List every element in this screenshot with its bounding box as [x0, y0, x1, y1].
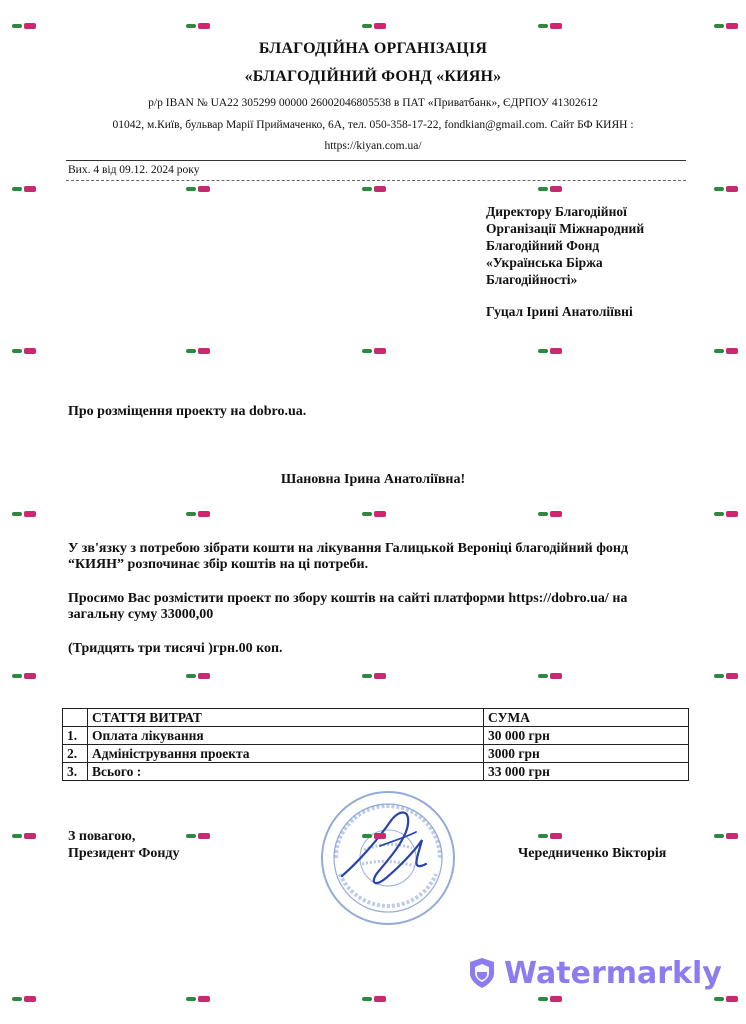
watermark-mark [12, 672, 38, 680]
watermark-brand [468, 952, 722, 994]
body-paragraph1-line1: У зв'язку з потребою зібрати кошти на лікування Галицькой Вероніці благодійний фонд [68, 541, 629, 556]
table-row [63, 763, 689, 781]
watermark-mark [714, 995, 740, 1003]
row-item: Адміністрування проекта [88, 745, 484, 763]
watermark-mark [186, 185, 212, 193]
org-name-line2: «БЛАГОДІЙНИЙ ФОНД «КИЯН» [244, 68, 502, 85]
letter-salutation: Шановна Ірина Анатоліївна! [280, 472, 466, 487]
row-item: Оплата лікування [88, 727, 484, 745]
closing-regards: З повагою, [68, 829, 136, 844]
table-row [63, 745, 689, 763]
table-header-cell: СУМА [484, 709, 689, 727]
org-address: 01042, м.Київ, бульвар Марії Приймаченко, 6А, тел. 050-358-17-22, fondkian@gmail.com. Сайт БФ КИЯН : [112, 119, 634, 131]
watermark-mark [538, 347, 564, 355]
row-item: Всього : [88, 763, 484, 781]
amount-in-words: (Тридцять три тисячі )грн.00 коп. [68, 641, 283, 656]
table-header-cell [63, 709, 88, 727]
watermark-mark [538, 22, 564, 30]
table-header-cell: СТАТТЯ ВИТРАТ [88, 709, 484, 727]
row-sum: 30 000 грн [484, 727, 689, 745]
watermark-mark [714, 832, 740, 840]
org-website: https://kiyan.com.ua/ [324, 140, 422, 152]
watermark-mark [362, 22, 388, 30]
watermark-mark [186, 995, 212, 1003]
letter-subject: Про розміщення проекту на dobro.ua. [68, 404, 307, 419]
watermark-mark [186, 510, 212, 518]
watermark-mark [714, 672, 740, 680]
body-paragraph2-line1: Просимо Вас розмістити проект по збору коштів на сайті платформи https://dobro.ua/ на [68, 591, 628, 606]
watermark-mark [538, 510, 564, 518]
watermark-mark [538, 672, 564, 680]
addressee-name: Гуцал Ірині Анатоліївні [486, 304, 633, 319]
reference-rule [66, 180, 686, 181]
watermark-mark [12, 510, 38, 518]
costs-table [62, 708, 689, 781]
row-sum: 33 000 грн [484, 763, 689, 781]
watermark-mark [12, 22, 38, 30]
watermark-mark [538, 995, 564, 1003]
addressee-line: Благодійний Фонд [486, 238, 600, 253]
bank-details: р/р IBAN № UA22 305299 00000 26002046805538 в ПАТ «Приватбанк», ЄДРПОУ 41302612 [148, 97, 598, 109]
addressee-line: «Українська Біржа [486, 255, 603, 270]
watermark-mark [12, 995, 38, 1003]
table-header-row [63, 709, 689, 727]
watermark-mark [186, 347, 212, 355]
watermark-mark [362, 995, 388, 1003]
signer-name: Чередниченко Вікторія [518, 846, 667, 861]
watermark-mark [362, 672, 388, 680]
row-number: 1. [63, 727, 88, 745]
addressee-line: Директору Благодійної [486, 204, 627, 219]
shield-icon [468, 957, 496, 989]
row-number: 2. [63, 745, 88, 763]
body-paragraph2-line2: загальну суму 33000,00 [68, 607, 214, 622]
header-rule [66, 160, 686, 161]
watermark-mark [12, 347, 38, 355]
body-paragraph1-line2: “КИЯН” розпочинає збір коштів на ці потреби. [68, 557, 369, 572]
official-stamp [318, 788, 458, 928]
watermark-mark [186, 832, 212, 840]
watermark-mark [714, 185, 740, 193]
watermark-mark [714, 347, 740, 355]
watermark-mark [362, 185, 388, 193]
table-row [63, 727, 689, 745]
watermark-text: Watermarkly [504, 955, 722, 991]
addressee-block [486, 203, 644, 288]
watermark-mark [186, 672, 212, 680]
signer-position: Президент Фонду [68, 846, 180, 861]
watermark-mark [714, 22, 740, 30]
watermark-mark [714, 510, 740, 518]
watermark-mark [186, 22, 212, 30]
outgoing-reference: Вих. 4 від 09.12. 2024 року [68, 164, 200, 176]
watermark-mark [362, 510, 388, 518]
addressee-line: Організації Міжнародний [486, 221, 645, 236]
row-sum: 3000 грн [484, 745, 689, 763]
watermark-mark [362, 347, 388, 355]
watermark-mark [538, 185, 564, 193]
org-name-line1: БЛАГОДІЙНА ОРГАНІЗАЦІЯ [258, 40, 488, 57]
watermark-mark [538, 832, 564, 840]
row-number: 3. [63, 763, 88, 781]
watermark-mark [12, 832, 38, 840]
watermark-mark [362, 832, 388, 840]
addressee-line: Благодійності» [486, 272, 578, 287]
watermark-mark [12, 185, 38, 193]
